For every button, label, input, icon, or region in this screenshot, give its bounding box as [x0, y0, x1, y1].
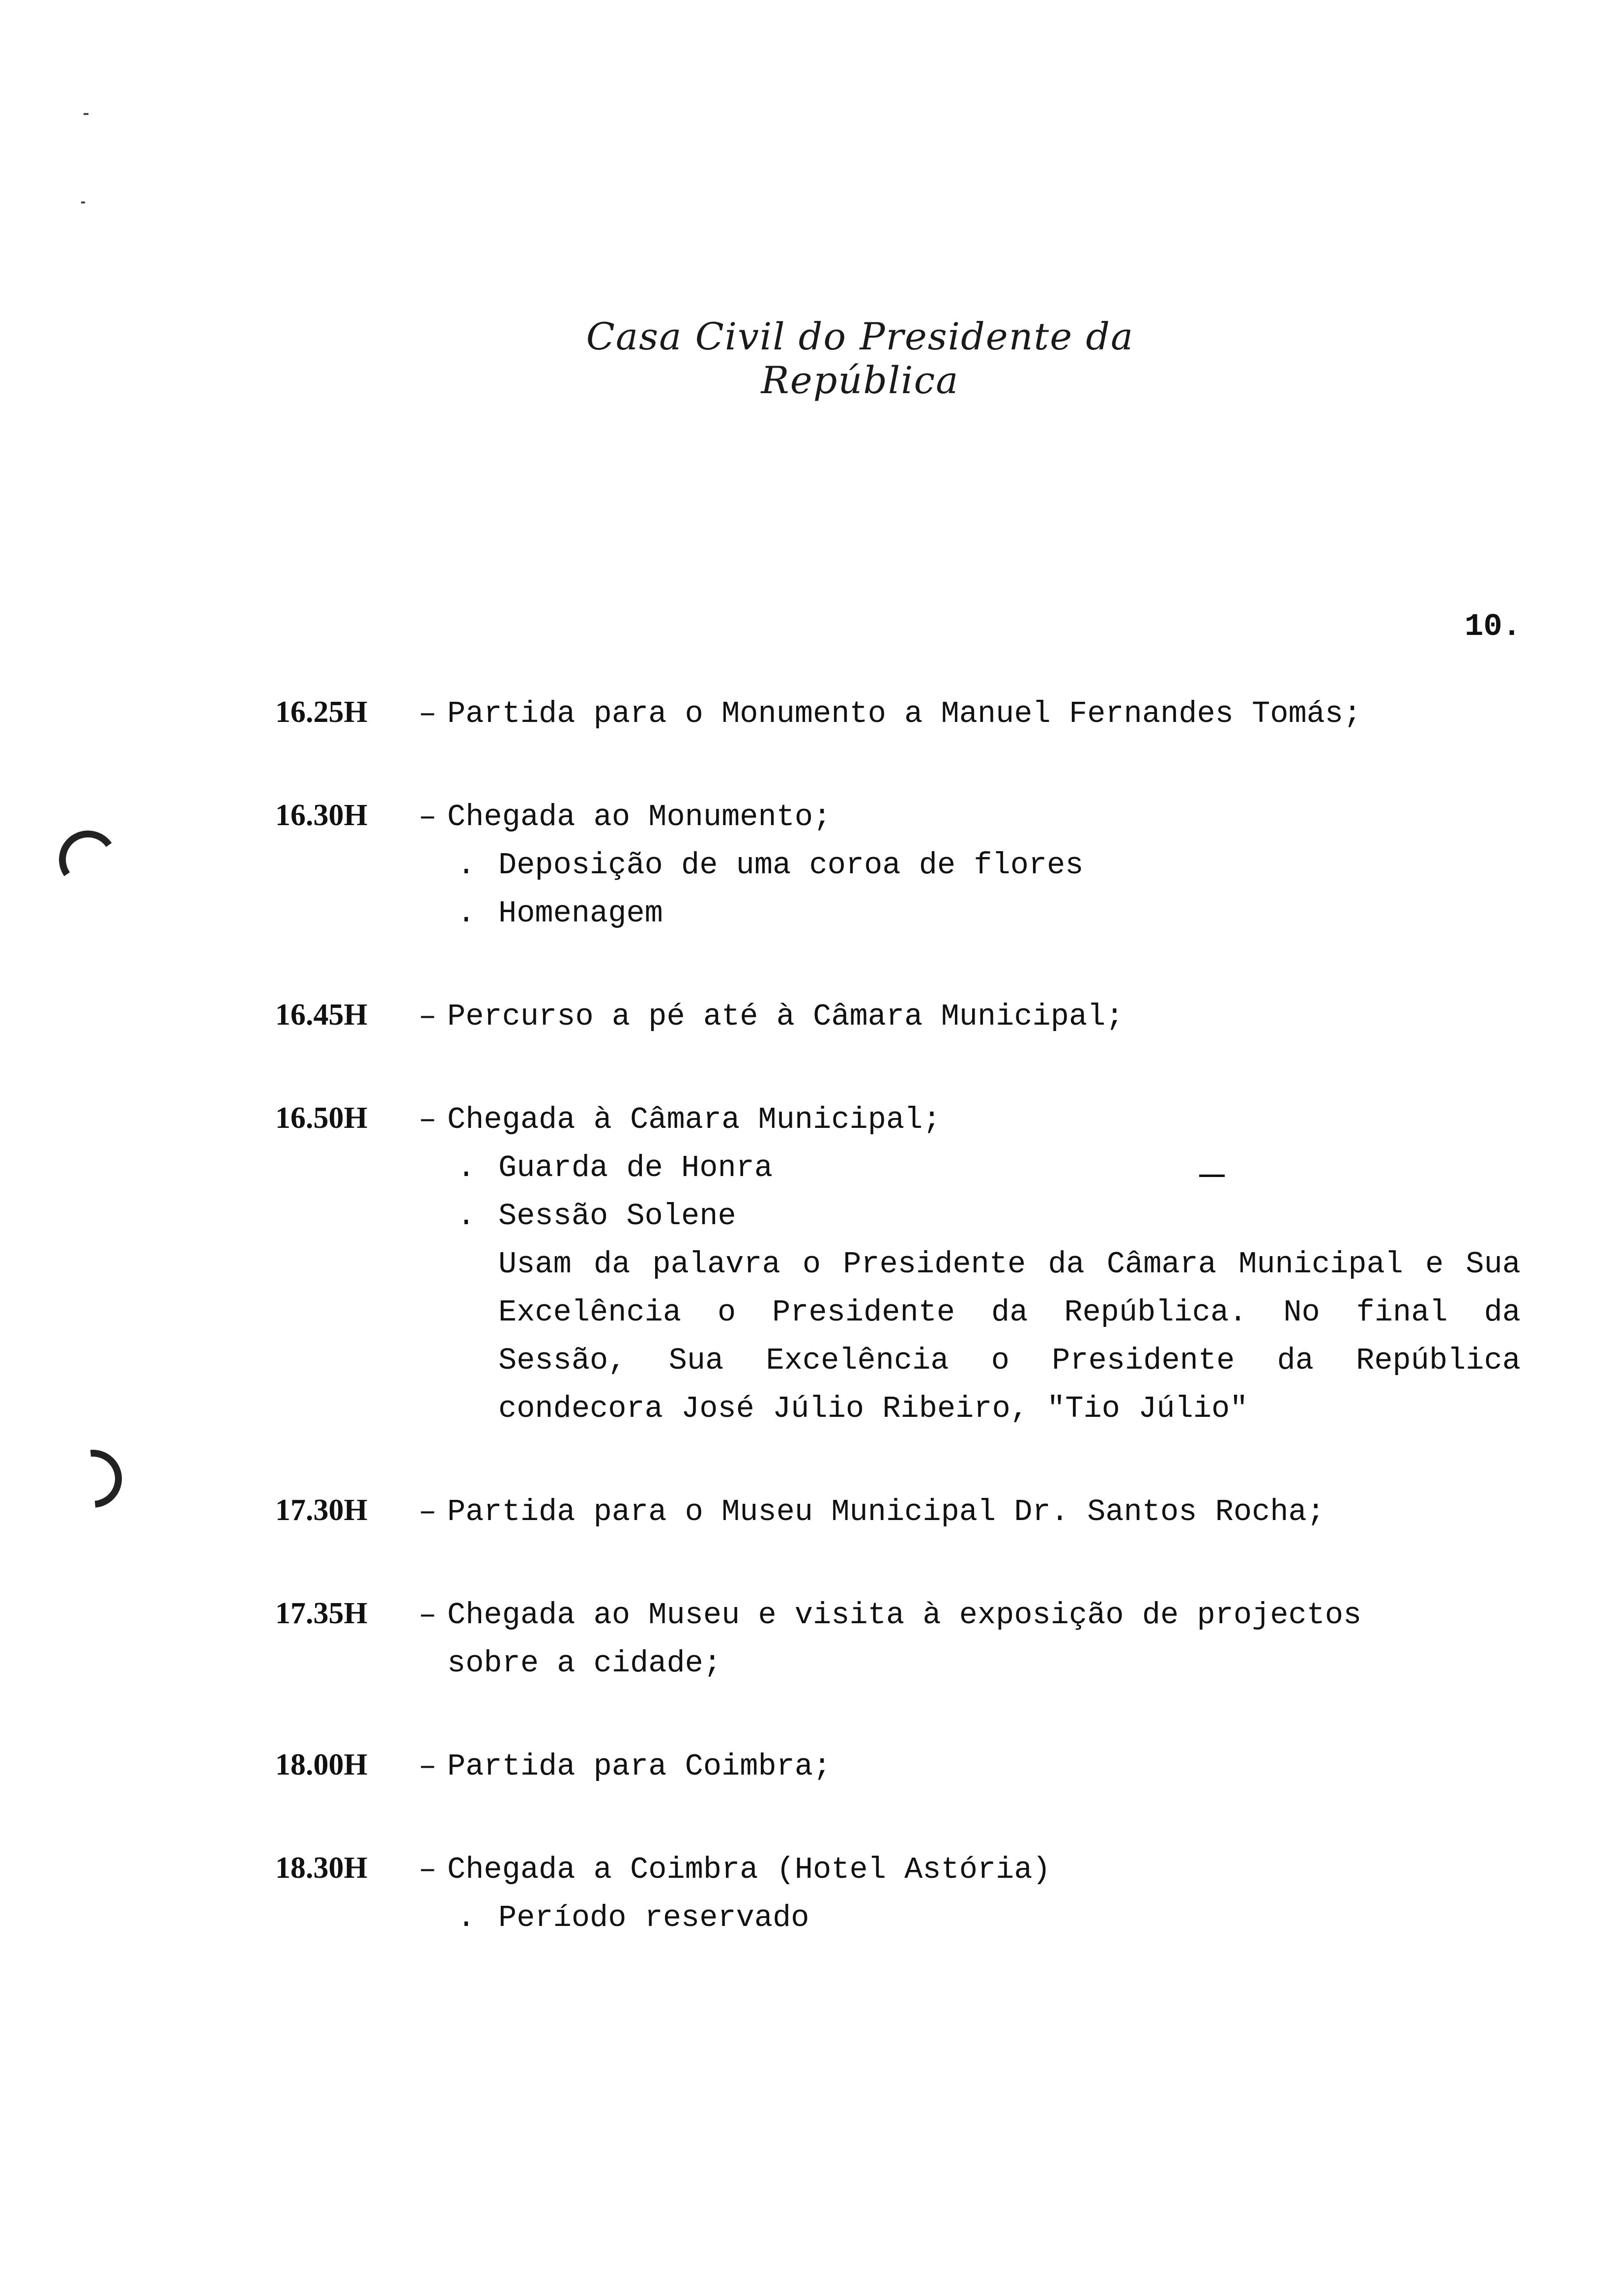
schedule-entry: [275, 688, 1524, 738]
entry-sub-item: [457, 1144, 1524, 1192]
schedule-entry: [275, 991, 1524, 1041]
entry-line: [275, 1589, 1524, 1639]
entry-sub-item: [457, 841, 1524, 890]
entry-activity: Chegada ao Monumento;: [447, 800, 832, 834]
schedule: [275, 688, 1524, 1995]
entry-activity: Partida para Coimbra;: [447, 1749, 832, 1784]
entry-dash: –: [418, 800, 437, 834]
bullet-mark: .: [457, 1199, 476, 1234]
page-number: 10.: [1465, 609, 1522, 645]
entry-time: 16.30H: [275, 799, 368, 832]
speck: [81, 201, 85, 203]
schedule-entry: [275, 791, 1524, 938]
sub-item-text: Deposição de uma coroa de flores: [498, 848, 1084, 883]
sub-item-text: Homenagem: [498, 896, 663, 931]
sub-item-text: Guarda de Honra: [498, 1150, 773, 1185]
bullet-mark: .: [457, 1150, 476, 1185]
entry-activity: Chegada à Câmara Municipal;: [447, 1102, 941, 1137]
entry-line: [275, 991, 1524, 1041]
entry-activity: Chegada ao Museu e visita à exposição de projectos: [447, 1598, 1362, 1633]
entry-line: [275, 688, 1524, 738]
entry-note: Usam da palavra o Presidente da Câmara Municipal e Sua Excelência o Presidente da República. No final da Sessão, Sua Excelência o Presidente da República condecora José Júlio Ribeiro, "Tio Júlio": [498, 1247, 1521, 1426]
letterhead: Casa Civil do Presidente da República: [586, 315, 1134, 402]
entry-time: 16.50H: [275, 1101, 368, 1135]
entry-dash: –: [418, 1852, 437, 1887]
punch-hole-mark: [55, 826, 122, 893]
entry-sub-item: [457, 890, 1524, 938]
entry-time: 16.45H: [275, 998, 368, 1032]
entry-time: 17.35H: [275, 1597, 368, 1630]
schedule-entry: [275, 1589, 1524, 1688]
entry-line: [275, 1741, 1524, 1791]
entry-dash: –: [418, 999, 437, 1034]
entry-activity: Partida para o Museu Municipal Dr. Santos Rocha;: [447, 1494, 1325, 1529]
sub-item-text: Sessão Solene: [498, 1199, 736, 1234]
bullet-mark: .: [457, 1900, 476, 1935]
entry-dash: –: [418, 1749, 437, 1784]
entry-dash: –: [418, 1102, 437, 1137]
sub-item-text: Período reservado: [498, 1900, 809, 1935]
entry-time: 17.30H: [275, 1493, 368, 1527]
schedule-entry: [275, 1486, 1524, 1536]
punch-hole-mark: [52, 1438, 134, 1520]
entry-activity: Percurso a pé até à Câmara Municipal;: [447, 999, 1124, 1034]
bullet-mark: .: [457, 896, 476, 931]
entry-line: [275, 791, 1524, 841]
entry-time: 18.30H: [275, 1851, 368, 1885]
schedule-entry: [275, 1844, 1524, 1942]
entry-activity: Partida para o Monumento a Manuel Fernandes Tomás;: [447, 696, 1362, 731]
entry-dash: –: [418, 1494, 437, 1529]
entry-activity: Chegada a Coimbra (Hotel Astória): [447, 1852, 1051, 1887]
entry-line: [275, 1486, 1524, 1536]
entry-dash: –: [418, 696, 437, 731]
entry-dash: –: [418, 1598, 437, 1633]
entry-line: [275, 1094, 1524, 1144]
entry-time: 16.25H: [275, 695, 368, 729]
entry-sub-item: [457, 1894, 1524, 1942]
entry-continuation: sobre a cidade;: [447, 1646, 722, 1681]
bullet-mark: .: [457, 848, 476, 883]
entry-line: [275, 1844, 1524, 1894]
schedule-entry: [275, 1094, 1524, 1433]
schedule-entry: [275, 1741, 1524, 1791]
entry-sub-item: [457, 1192, 1524, 1240]
entry-time: 18.00H: [275, 1748, 368, 1781]
speck: [84, 113, 88, 115]
